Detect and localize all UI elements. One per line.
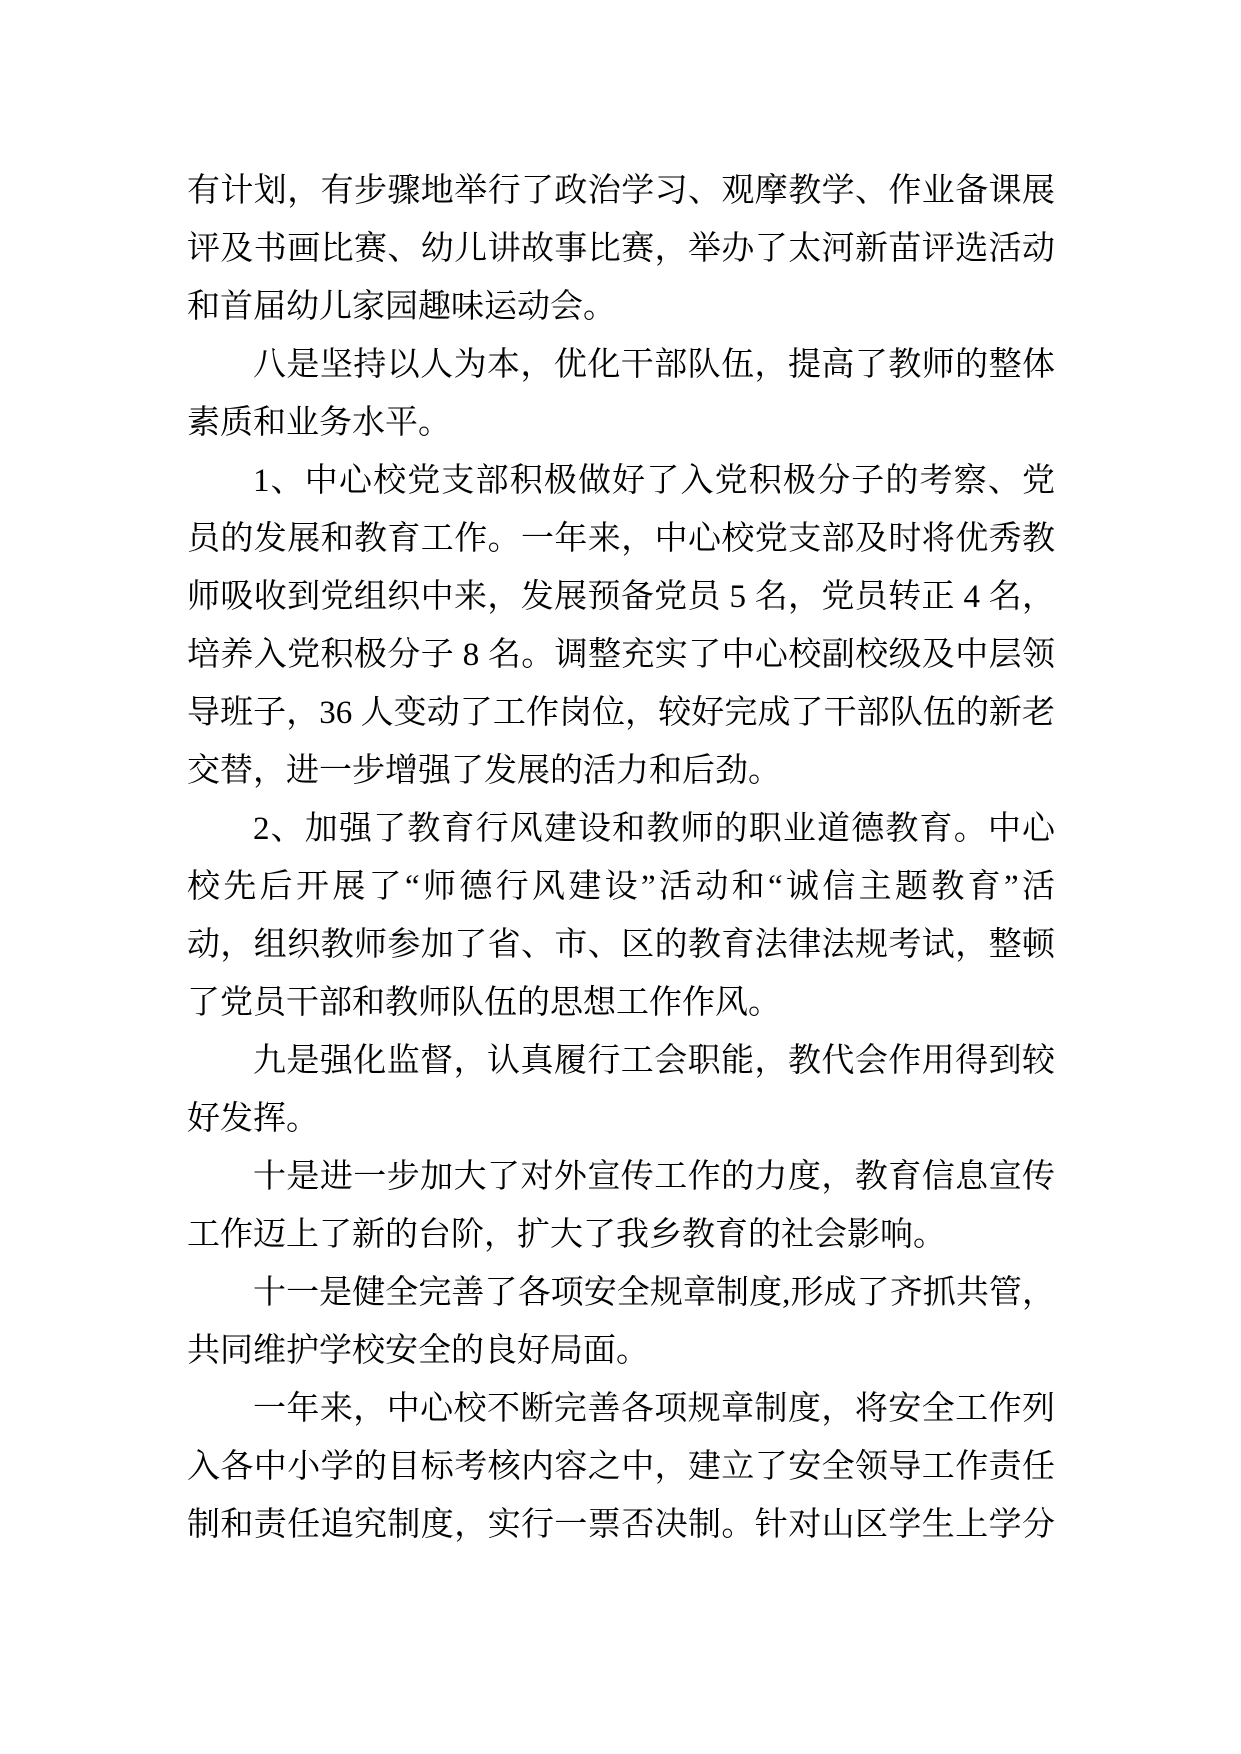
paragraph — [187, 1380, 1055, 1554]
paragraph — [187, 1148, 1055, 1264]
paragraph — [187, 162, 1055, 336]
paragraph — [187, 336, 1055, 452]
text-line: 有计划，有步骤地举行了政治学习、观摩教学、作业备课展 — [187, 173, 1055, 209]
text-line: 一年来，中心校不断完善各项规章制度，将安全工作列 — [253, 1391, 1055, 1427]
text-line: 校先后开展了“师德行风建设”活动和“诚信主题教育”活 — [187, 869, 1055, 905]
text-line: 动，组织教师参加了省、市、区的教育法律法规考试，整顿 — [187, 927, 1055, 963]
paragraph — [187, 800, 1055, 1032]
text-line: 九是强化监督，认真履行工会职能，教代会作用得到较 — [253, 1043, 1055, 1079]
text-line: 八是坚持以人为本，优化干部队伍，提高了教师的整体 — [253, 347, 1055, 383]
text-line: 共同维护学校安全的良好局面。 — [187, 1333, 649, 1369]
text-line: 评及书画比赛、幼儿讲故事比赛，举办了太河新苗评选活动 — [187, 231, 1055, 267]
text-line: 制和责任追究制度，实行一票否决制。针对山区学生上学分 — [187, 1507, 1055, 1543]
document-text-block — [187, 162, 1055, 1554]
paragraph — [187, 452, 1055, 800]
text-line: 员的发展和教育工作。一年来，中心校党支部及时将优秀教 — [187, 521, 1055, 557]
text-line: 素质和业务水平。 — [187, 405, 451, 441]
text-line: 和首届幼儿家园趣味运动会。 — [187, 289, 616, 325]
text-line: 1、中心校党支部积极做好了入党积极分子的考察、党 — [253, 463, 1055, 499]
text-line: 工作迈上了新的台阶，扩大了我乡教育的社会影响。 — [187, 1217, 946, 1253]
paragraph — [187, 1264, 1055, 1380]
text-line: 培养入党积极分子 8 名。调整充实了中心校副校级及中层领 — [187, 637, 1055, 673]
text-line: 入各中小学的目标考核内容之中，建立了安全领导工作责任 — [187, 1449, 1055, 1485]
text-line: 了党员干部和教师队伍的思想工作作风。 — [187, 985, 781, 1021]
text-line: 交替，进一步增强了发展的活力和后劲。 — [187, 753, 781, 789]
text-line: 十是进一步加大了对外宣传工作的力度，教育信息宣传 — [253, 1159, 1055, 1195]
text-line: 师吸收到党组织中来，发展预备党员 5 名，党员转正 4 名， — [187, 579, 1055, 615]
text-line: 好发挥。 — [187, 1101, 319, 1137]
text-line: 2、加强了教育行风建设和教师的职业道德教育。中心 — [253, 811, 1055, 847]
text-line: 导班子，36 人变动了工作岗位，较好完成了干部队伍的新老 — [187, 695, 1055, 731]
paragraph — [187, 1032, 1055, 1148]
text-line: 十一是健全完善了各项安全规章制度,形成了齐抓共管， — [253, 1275, 1055, 1311]
